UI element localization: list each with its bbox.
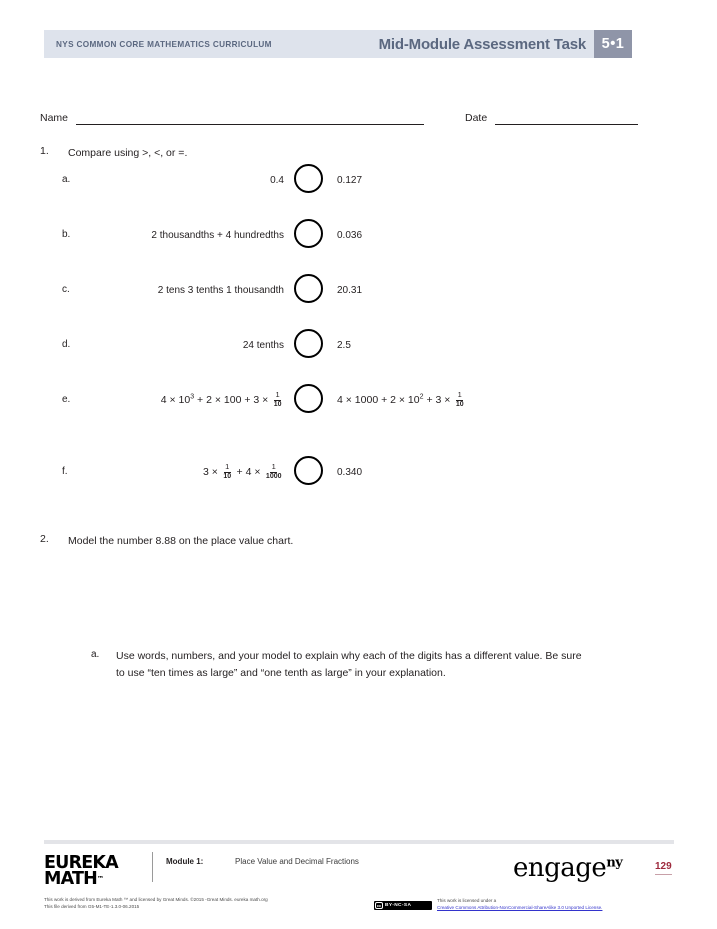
date-label: Date <box>465 112 488 124</box>
compare-left-e <box>92 383 284 417</box>
compare-right-f: 0.340 <box>337 466 363 478</box>
expr-text: 3 × <box>203 465 221 478</box>
fraction-numerator: 1 <box>275 390 280 400</box>
expr-text: + 2 × 100 + 3 × <box>194 393 272 406</box>
name-date-row <box>40 110 640 128</box>
expr-text: + 4 × <box>233 465 264 478</box>
module-title: Place Value and Decimal Fractions <box>235 857 359 866</box>
comparison-circle-c[interactable] <box>294 274 323 303</box>
item-letter-b: b. <box>62 229 71 240</box>
compare-right-d: 2.5 <box>337 339 351 351</box>
compare-left-d: 24 tenths <box>242 339 284 351</box>
exponent: 2 <box>419 393 424 401</box>
question-2-number: 2. <box>40 533 49 545</box>
eureka-logo-line1: EUREKA <box>44 853 118 873</box>
eureka-math-logo <box>44 855 118 887</box>
eureka-logo-line2 <box>44 871 118 887</box>
fraction-denominator: 10 <box>223 472 232 480</box>
expression-e-left <box>161 392 284 408</box>
module-label: Module 1: <box>166 857 204 866</box>
name-input-line[interactable] <box>76 110 424 125</box>
engageny-logo <box>513 853 622 883</box>
question-2a-letter: a. <box>91 649 100 660</box>
ny-superscript: ny <box>606 855 623 871</box>
compare-right-e <box>337 383 466 417</box>
compare-row-c <box>62 273 652 307</box>
engage-word: engage <box>513 853 607 883</box>
question-2-prompt: Model the number 8.88 on the place value chart. <box>68 535 294 547</box>
question-2a-line2: to use “ten times as large” and “one tenth as large” in your explanation. <box>116 667 446 679</box>
fraction-denominator: 10 <box>273 400 282 408</box>
footer-divider-rule <box>44 840 674 844</box>
comparison-circle-d[interactable] <box>294 329 323 358</box>
assessment-title-area <box>314 30 594 58</box>
question-2a-line1: Use words, numbers, and your model to explain why each of the digits has a different value. Be sure <box>116 650 582 662</box>
exponent: 3 <box>190 393 195 401</box>
compare-right-c: 20.31 <box>337 284 363 296</box>
fraction-one-tenth <box>272 391 283 407</box>
copyright-line-1: This work is derived from Eureka Math ™ and licensed by Great Minds. ©2015 -Great Minds. eureka math.org <box>44 897 268 902</box>
trademark-symbol: ™ <box>96 875 104 883</box>
fraction-one-thousandth <box>264 463 283 479</box>
compare-left-a: 0.4 <box>270 174 284 186</box>
expr-text: + 3 × <box>423 393 454 406</box>
compare-row-e <box>62 383 652 417</box>
compare-row-d <box>62 328 652 362</box>
fraction-one-tenth <box>454 391 465 407</box>
copyright-notice <box>44 897 268 910</box>
cc-icon: cc <box>376 903 382 908</box>
curriculum-label: NYS COMMON CORE MATHEMATICS CURRICULUM <box>56 39 272 49</box>
expression-f-left <box>203 464 284 480</box>
compare-row-a <box>62 163 652 197</box>
compare-left-b: 2 thousandths + 4 hundredths <box>151 229 284 241</box>
item-letter-a: a. <box>62 174 71 185</box>
comparison-circle-f[interactable] <box>294 456 323 485</box>
item-letter-d: d. <box>62 339 71 350</box>
license-line-1: This work is licensed under a <box>437 898 497 903</box>
name-label: Name <box>40 112 69 124</box>
license-link[interactable]: Creative Commons Attribution-NonCommercial-ShareAlike 3.0 Unported License. <box>437 904 603 910</box>
compare-row-f <box>62 455 652 489</box>
compare-right-a: 0.127 <box>337 174 363 186</box>
fraction-numerator: 1 <box>457 390 462 400</box>
fraction-denominator: 1000 <box>265 472 282 480</box>
compare-left-c: 2 tens 3 tenths 1 thousandth <box>157 284 284 296</box>
copyright-line-2: This file derived from G5-M1-TE-1.3.0-06.2015 <box>44 903 140 909</box>
page-title: Mid-Module Assessment Task <box>378 35 586 53</box>
expr-text: 4 × 1000 + 2 × 10 <box>337 393 420 406</box>
compare-right-b: 0.036 <box>337 229 363 241</box>
question-1-prompt: Compare using >, <, or =. <box>68 147 188 159</box>
fraction-one-tenth <box>222 463 233 479</box>
question-1-number: 1. <box>40 145 49 157</box>
expr-text: 4 × 10 <box>160 393 191 406</box>
comparison-circle-b[interactable] <box>294 219 323 248</box>
creative-commons-badge[interactable] <box>374 901 432 910</box>
expression-e-right <box>337 392 466 408</box>
comparison-circle-e[interactable] <box>294 384 323 413</box>
curriculum-band <box>44 30 314 58</box>
item-letter-c: c. <box>62 284 70 295</box>
comparison-circle-a[interactable] <box>294 164 323 193</box>
page-number: 129 <box>655 861 672 875</box>
fraction-numerator: 1 <box>225 462 230 472</box>
license-notice <box>437 898 602 911</box>
compare-left-f <box>92 455 284 489</box>
page-header <box>44 30 632 58</box>
fraction-denominator: 10 <box>455 400 464 408</box>
item-letter-e: e. <box>62 394 71 405</box>
compare-row-b <box>62 218 652 252</box>
item-letter-f: f. <box>62 466 68 477</box>
fraction-numerator: 1 <box>271 462 276 472</box>
footer-vertical-divider <box>152 852 153 882</box>
cc-license-type: BY-NC-SA <box>385 903 412 908</box>
module-badge: 5•1 <box>594 30 632 58</box>
logo-word: MATH <box>44 869 97 889</box>
date-input-line[interactable] <box>495 110 638 125</box>
